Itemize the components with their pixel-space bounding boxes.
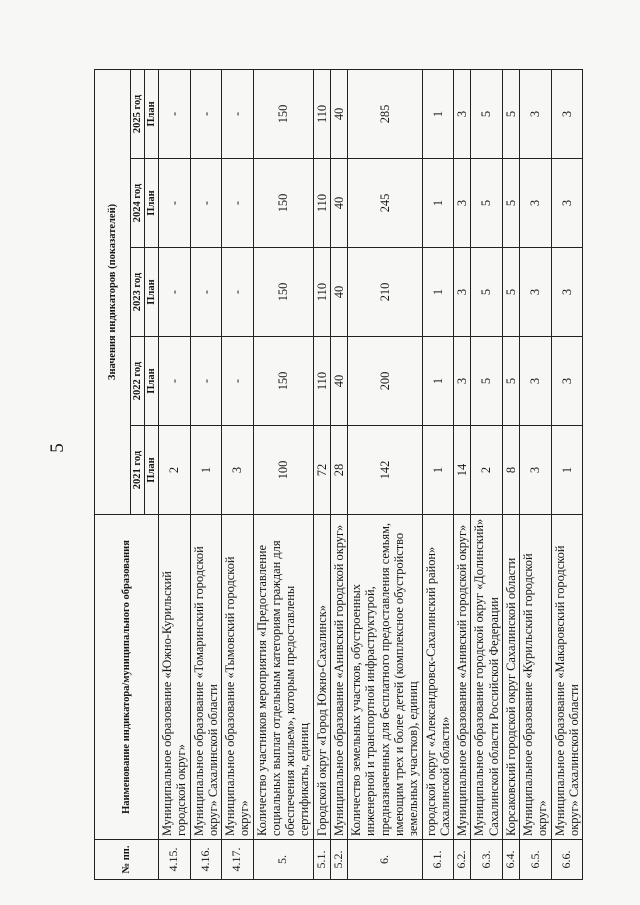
row-value: 72	[313, 426, 330, 515]
row-value: 210	[348, 248, 422, 337]
row-value: 150	[253, 248, 313, 337]
row-number: 6.3.	[471, 840, 503, 880]
row-value: -	[159, 159, 191, 248]
row-value: 3	[551, 159, 583, 248]
row-value: -	[159, 337, 191, 426]
row-value: 40	[330, 69, 347, 158]
table-row	[471, 69, 503, 879]
row-value: 150	[253, 69, 313, 158]
table-row	[502, 69, 519, 879]
header-year: 2024 год	[131, 159, 145, 248]
row-value: 3	[520, 426, 552, 515]
row-value: 5	[471, 337, 503, 426]
row-value: 5	[502, 248, 519, 337]
header-year: 2021 год	[131, 426, 145, 515]
header-year: 2023 год	[131, 248, 145, 337]
row-value: 285	[348, 69, 422, 158]
row-value: 3	[520, 337, 552, 426]
row-number: 5.	[253, 840, 313, 880]
row-name: Муниципальное образование «Анивский городской округ»	[330, 515, 347, 840]
row-value: 3	[551, 248, 583, 337]
table-row	[313, 69, 330, 879]
row-value: 1	[422, 248, 454, 337]
row-value: 3	[222, 426, 254, 515]
row-value: -	[222, 248, 254, 337]
table-row	[551, 69, 583, 879]
row-value: -	[190, 69, 222, 158]
row-value: 142	[348, 426, 422, 515]
row-value: 1	[422, 337, 454, 426]
row-value: -	[159, 69, 191, 158]
header-plan: План	[145, 69, 159, 158]
table-row	[190, 69, 222, 879]
row-value: 3	[454, 337, 471, 426]
row-value: 5	[502, 337, 519, 426]
row-value: 150	[253, 159, 313, 248]
header-plan: План	[145, 337, 159, 426]
rotated-page	[94, 70, 581, 880]
header-plan: План	[145, 426, 159, 515]
row-value: 245	[348, 159, 422, 248]
row-value: 3	[454, 69, 471, 158]
row-value: 5	[471, 248, 503, 337]
table-row	[253, 69, 313, 879]
table-row	[159, 69, 191, 879]
row-value: 1	[422, 159, 454, 248]
row-value: 200	[348, 337, 422, 426]
row-number: 5.1.	[313, 840, 330, 880]
table-row	[330, 69, 347, 879]
row-name: Муниципальное образование «Томаринский городской округ» Сахалинской области	[190, 515, 222, 840]
row-value: 3	[520, 248, 552, 337]
row-number: 6.6.	[551, 840, 583, 880]
row-name: Муниципальное образование «Тымовский городской округ»	[222, 515, 254, 840]
row-number: 5.2.	[330, 840, 347, 880]
row-value: 5	[471, 159, 503, 248]
row-value: -	[222, 337, 254, 426]
row-value: -	[190, 248, 222, 337]
row-value: 1	[422, 69, 454, 158]
row-number: 4.17.	[222, 840, 254, 880]
row-value: 28	[330, 426, 347, 515]
row-value: 3	[454, 248, 471, 337]
table-row	[422, 69, 454, 879]
row-value: 3	[520, 69, 552, 158]
header-values: Значения индикаторов (показателей)	[95, 69, 131, 514]
row-value: 40	[330, 159, 347, 248]
row-number: 6.2.	[454, 840, 471, 880]
row-number: 6.	[348, 840, 422, 880]
row-value: 2	[471, 426, 503, 515]
table-row	[222, 69, 254, 879]
page-number: 5	[47, 443, 68, 453]
row-value: 1	[551, 426, 583, 515]
row-name: Городской округ «Город Южно-Сахалинск»	[313, 515, 330, 840]
row-number: 6.1.	[422, 840, 454, 880]
row-value: 2	[159, 426, 191, 515]
row-value: 14	[454, 426, 471, 515]
header-num: № пп.	[95, 840, 159, 880]
row-value: 3	[520, 159, 552, 248]
row-value: -	[159, 248, 191, 337]
table-row	[454, 69, 471, 879]
row-value: -	[222, 69, 254, 158]
row-value: 3	[551, 337, 583, 426]
row-name: Муниципальное образование «Южно-Курильский городской округ»	[159, 515, 191, 840]
table-row	[348, 69, 422, 879]
row-value: 5	[471, 69, 503, 158]
row-value: 3	[551, 69, 583, 158]
row-value: -	[222, 159, 254, 248]
row-name: Муниципальное образование «Анивский городской округ»	[454, 515, 471, 840]
row-number: 6.4.	[502, 840, 519, 880]
row-number: 4.16.	[190, 840, 222, 880]
header-plan: План	[145, 159, 159, 248]
row-value: 1	[422, 426, 454, 515]
row-value: 110	[313, 248, 330, 337]
row-name: Количество земельных участков, обустроенных инженерной и транспортной инфраструктурой, предназначенных для бесплатного предоставления семьям, имеющим трех и более детей (комплексное обустройство земельных участков), единиц	[348, 515, 422, 840]
row-value: -	[190, 159, 222, 248]
row-value: 40	[330, 248, 347, 337]
row-name: Муниципальное образование «Макаровский городской округ» Сахалинской области	[551, 515, 583, 840]
row-number: 4.15.	[159, 840, 191, 880]
row-value: 110	[313, 159, 330, 248]
table-row	[520, 69, 552, 879]
header-year: 2025 год	[131, 69, 145, 158]
row-value: 1	[190, 426, 222, 515]
row-value: 8	[502, 426, 519, 515]
row-value: 110	[313, 337, 330, 426]
row-value: 5	[502, 69, 519, 158]
header-name: Наименование индикатора/муниципального образования	[95, 515, 159, 840]
row-name: Муниципальное образование городской округ «Долинский» Сахалинской области Российской Федерации	[471, 515, 503, 840]
row-value: 150	[253, 337, 313, 426]
row-name: Муниципальное образование «Курильский городской округ»	[520, 515, 552, 840]
row-value: 3	[454, 159, 471, 248]
header-plan: План	[145, 248, 159, 337]
row-name: Количество участников мероприятия «Предоставление социальных выплат отдельным категориям граждан для обеспечения жильем», которым предоставлены сертификаты, единиц	[253, 515, 313, 840]
row-number: 6.5.	[520, 840, 552, 880]
header-year: 2022 год	[131, 337, 145, 426]
row-name: Корсаковский городской округ Сахалинской области	[502, 515, 519, 840]
row-value: 40	[330, 337, 347, 426]
row-name: городской округ «Александровск-Сахалинский район» Сахалинской области»	[422, 515, 454, 840]
row-value: 5	[502, 159, 519, 248]
indicators-table	[94, 69, 583, 880]
row-value: 110	[313, 69, 330, 158]
row-value: 100	[253, 426, 313, 515]
row-value: -	[190, 337, 222, 426]
